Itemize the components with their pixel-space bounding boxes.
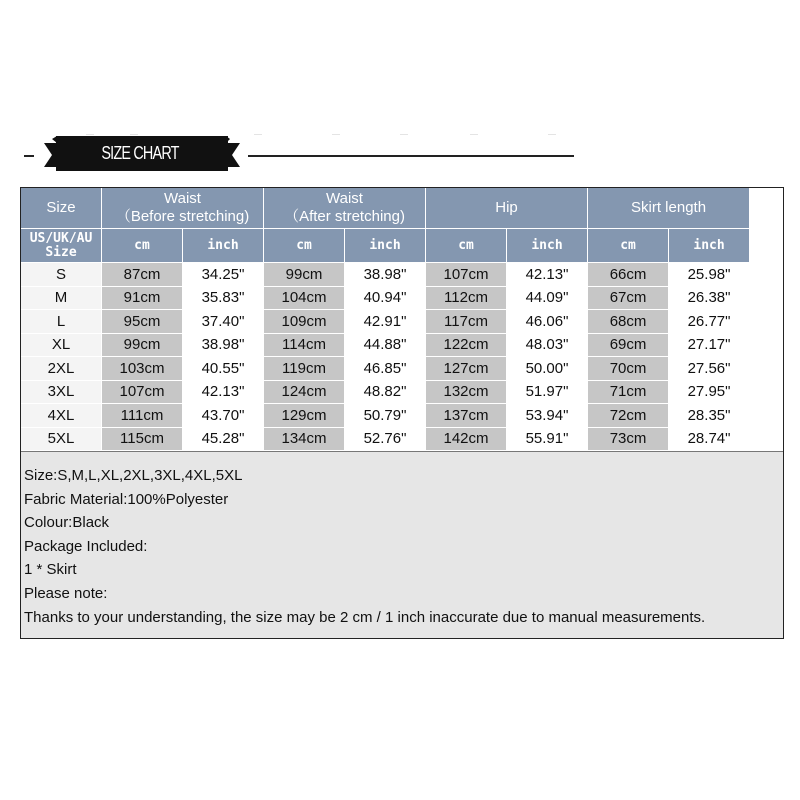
inch-value-cell: 42.13" — [183, 380, 264, 404]
page-title: SIZE CHART — [101, 143, 179, 163]
waist-after-header — [264, 188, 426, 229]
product-info-box — [21, 451, 783, 638]
cm-value-cell: 114cm — [264, 333, 345, 357]
unit-header: inch — [345, 229, 426, 263]
hip-header: Hip — [426, 188, 588, 229]
table-row — [21, 404, 800, 428]
cm-value-cell: 111cm — [102, 404, 183, 428]
inch-value-cell: 48.03" — [507, 333, 588, 357]
cm-value-cell: 68cm — [588, 310, 669, 334]
inch-value-cell: 55.91" — [507, 427, 588, 451]
cm-value-cell: 115cm — [102, 427, 183, 451]
unit-header: inch — [507, 229, 588, 263]
header-sublabel: （After stretching) — [284, 208, 405, 225]
cm-value-cell: 71cm — [588, 380, 669, 404]
table-row — [21, 427, 800, 451]
info-sizes: Size:S,M,L,XL,2XL,3XL,4XL,5XL — [24, 467, 243, 484]
inch-value-cell: 28.35" — [669, 404, 750, 428]
info-colour: Colour:Black — [24, 514, 110, 532]
cm-value-cell: 87cm — [102, 263, 183, 287]
cm-value-cell: 112cm — [426, 286, 507, 310]
cm-value-cell: 107cm — [426, 263, 507, 287]
inch-value-cell: 50.00" — [507, 357, 588, 381]
title-rule — [248, 155, 574, 157]
size-cell: M — [21, 286, 102, 310]
size-region-label: US/UK/AU — [29, 230, 93, 246]
unit-header: cm — [264, 229, 345, 263]
cm-value-cell: 109cm — [264, 310, 345, 334]
cm-value-cell: 99cm — [102, 333, 183, 357]
info-package-item: 1 * Skirt — [24, 561, 77, 579]
size-cell: 2XL — [21, 357, 102, 381]
cm-value-cell: 134cm — [264, 427, 345, 451]
waist-before-header — [102, 188, 264, 229]
inch-value-cell: 37.40" — [183, 310, 264, 334]
inch-value-cell: 43.70" — [183, 404, 264, 428]
cm-value-cell: 69cm — [588, 333, 669, 357]
cm-value-cell: 70cm — [588, 357, 669, 381]
table-row — [21, 333, 800, 357]
size-cell: 3XL — [21, 380, 102, 404]
inch-value-cell: 44.09" — [507, 286, 588, 310]
cm-value-cell: 132cm — [426, 380, 507, 404]
table-body — [21, 263, 800, 451]
cm-value-cell: 95cm — [102, 310, 183, 334]
inch-value-cell: 27.17" — [669, 333, 750, 357]
inch-value-cell: 42.13" — [507, 263, 588, 287]
size-chart-banner — [0, 0, 800, 190]
inch-value-cell: 42.91" — [345, 310, 426, 334]
table-row — [21, 357, 800, 381]
size-table — [20, 187, 800, 451]
size-unit-header — [21, 229, 102, 263]
size-cell: L — [21, 310, 102, 334]
header-label: Waist — [326, 190, 363, 207]
inch-value-cell: 27.95" — [669, 380, 750, 404]
inch-value-cell: 51.97" — [507, 380, 588, 404]
inch-value-cell: 40.55" — [183, 357, 264, 381]
cm-value-cell: 137cm — [426, 404, 507, 428]
unit-header: cm — [426, 229, 507, 263]
inch-value-cell: 48.82" — [345, 380, 426, 404]
info-note-text: Thanks to your understanding, the size may be 2 cm / 1 inch inaccurate due to manual measurements. — [24, 608, 706, 626]
inch-value-cell: 25.98" — [669, 263, 750, 287]
cm-value-cell: 73cm — [588, 427, 669, 451]
inch-value-cell: 50.79" — [345, 404, 426, 428]
inch-value-cell: 52.76" — [345, 427, 426, 451]
inch-value-cell: 46.85" — [345, 357, 426, 381]
inch-value-cell: 26.77" — [669, 310, 750, 334]
size-cell: S — [21, 263, 102, 287]
size-cell: 5XL — [21, 427, 102, 451]
cm-value-cell: 127cm — [426, 357, 507, 381]
info-fabric: Fabric Material:100%Polyester — [24, 490, 229, 508]
cm-value-cell: 104cm — [264, 286, 345, 310]
inch-value-cell: 28.74" — [669, 427, 750, 451]
inch-value-cell: 27.56" — [669, 357, 750, 381]
inch-value-cell: 53.94" — [507, 404, 588, 428]
info-note-label: Please note: — [24, 584, 108, 602]
cm-value-cell: 107cm — [102, 380, 183, 404]
cm-value-cell: 142cm — [426, 427, 507, 451]
skirt-length-header: Skirt length — [588, 188, 750, 229]
inch-value-cell: 26.38" — [669, 286, 750, 310]
cm-value-cell: 99cm — [264, 263, 345, 287]
inch-value-cell: 34.25" — [183, 263, 264, 287]
unit-header: inch — [183, 229, 264, 263]
unit-header-row — [21, 229, 800, 263]
inch-value-cell: 44.88" — [345, 333, 426, 357]
unit-header: cm — [102, 229, 183, 263]
inch-value-cell: 40.94" — [345, 286, 426, 310]
cm-value-cell: 72cm — [588, 404, 669, 428]
unit-header: inch — [669, 229, 750, 263]
size-cell: 4XL — [21, 404, 102, 428]
unit-header: cm — [588, 229, 669, 263]
inch-value-cell: 38.98" — [345, 263, 426, 287]
cm-value-cell: 67cm — [588, 286, 669, 310]
cm-value-cell: 103cm — [102, 357, 183, 381]
cm-value-cell: 117cm — [426, 310, 507, 334]
size-cell: XL — [21, 333, 102, 357]
info-package-label: Package Included: — [24, 537, 148, 555]
table-row — [21, 310, 800, 334]
header-sublabel: （Before stretching) — [115, 208, 250, 225]
size-word-label: Size — [45, 244, 77, 260]
inch-value-cell: 45.28" — [183, 427, 264, 451]
table-row — [21, 286, 800, 310]
cm-value-cell: 129cm — [264, 404, 345, 428]
inch-value-cell: 38.98" — [183, 333, 264, 357]
size-header: Size — [21, 188, 102, 229]
cm-value-cell: 119cm — [264, 357, 345, 381]
cm-value-cell: 122cm — [426, 333, 507, 357]
group-header-row — [21, 188, 800, 229]
table-row — [21, 380, 800, 404]
table-row — [21, 263, 800, 287]
inch-value-cell: 35.83" — [183, 286, 264, 310]
cm-value-cell: 91cm — [102, 286, 183, 310]
header-label: Waist — [164, 190, 201, 207]
cm-value-cell: 124cm — [264, 380, 345, 404]
inch-value-cell: 46.06" — [507, 310, 588, 334]
cm-value-cell: 66cm — [588, 263, 669, 287]
